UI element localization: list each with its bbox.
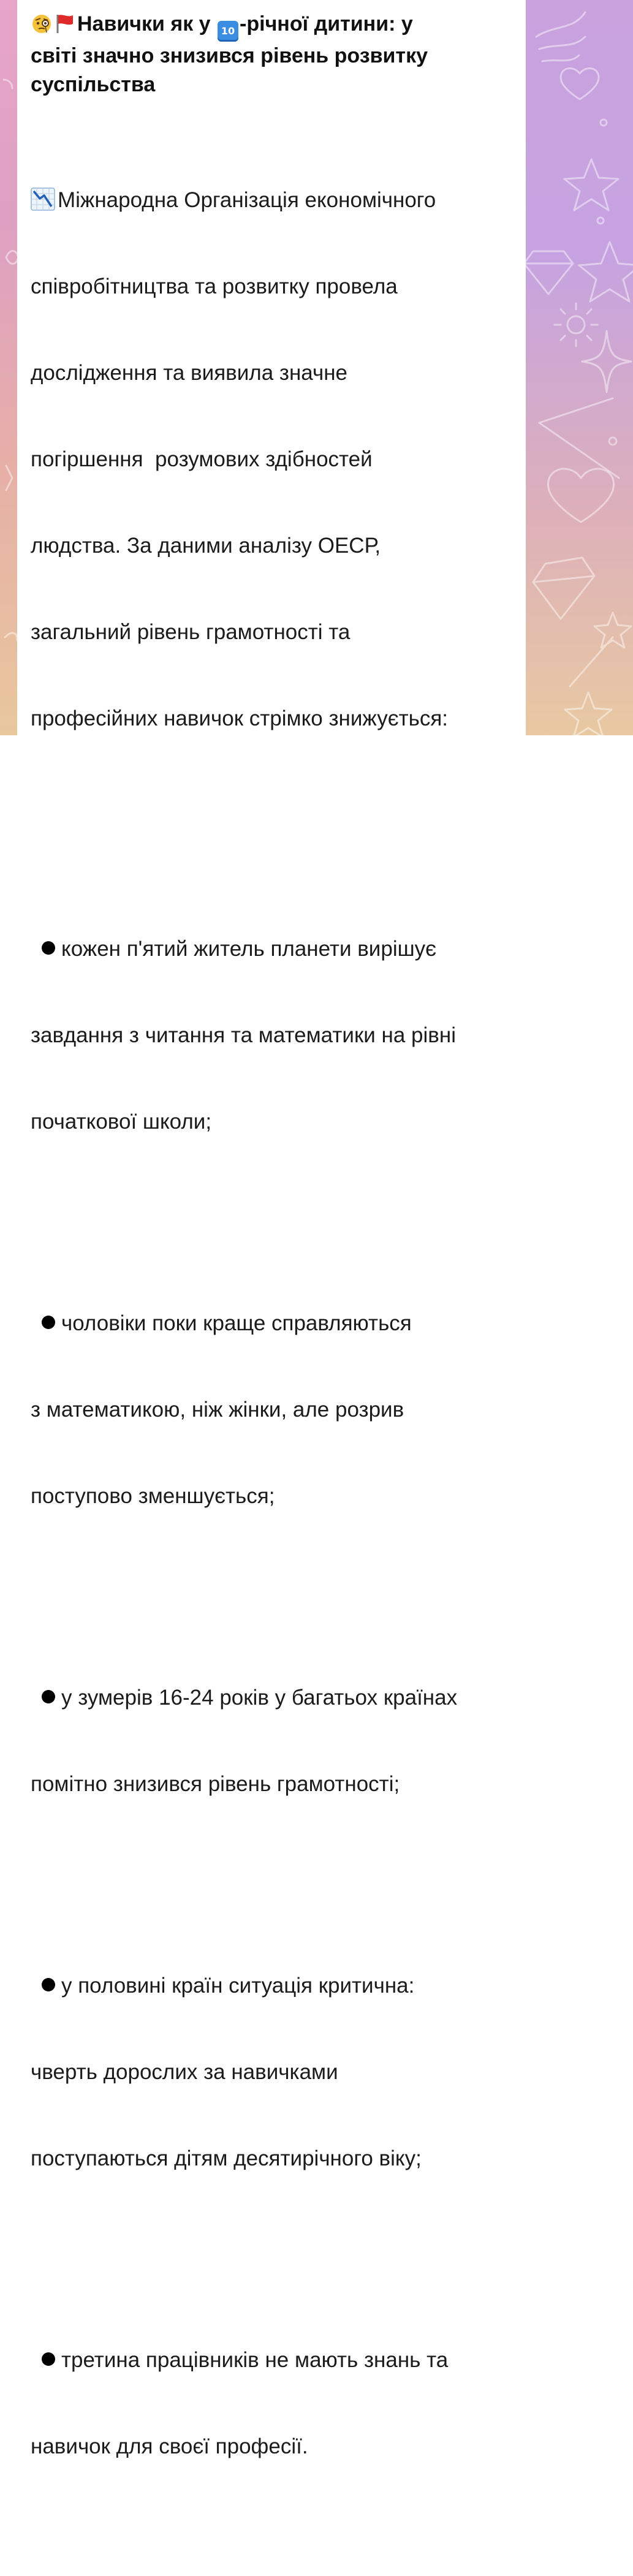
- bullet-continuation: чверть дорослих за навичками: [31, 2060, 338, 2084]
- paragraph-gap: [31, 790, 526, 819]
- message-title: [31, 10, 515, 99]
- intro-line-1: Міжнародна Організація економічного: [58, 188, 436, 212]
- intro-line-2: співробітництва та розвитку провела: [31, 275, 398, 298]
- bullet-continuation: навичок для своєї професії.: [31, 2434, 308, 2458]
- bullet-dot-icon: [42, 1978, 55, 1991]
- bullet-dot-icon: [42, 2352, 55, 2366]
- wand-doodle-icon: [570, 613, 631, 686]
- bullet-dot-icon: [42, 941, 55, 955]
- intro-line: [31, 186, 521, 214]
- title-text-end: -річної дитини: у: [240, 12, 413, 36]
- bullet-item: [31, 2288, 521, 2518]
- intro-paragraph: [31, 128, 521, 790]
- title-line-2: світі значно знизився рівень розвитку: [31, 44, 428, 67]
- sun-doodle-icon: [567, 316, 585, 333]
- paragraph-gap: [31, 99, 526, 128]
- title-line-3: суспільства: [31, 73, 156, 96]
- message-bubble[interactable]: [17, 0, 526, 2458]
- bullet-text: кожен п'ятий житель планети вирішує: [61, 937, 437, 961]
- star-doodle-icon: [564, 159, 618, 210]
- intro-line-4: погіршення розумових здібностей: [31, 447, 373, 471]
- bullet-continuation: завдання з читання та математики на рівні: [31, 1023, 457, 1047]
- star-doodle-icon-3: [565, 692, 612, 737]
- bullet-text: третина працівників не мають знань та: [61, 2348, 449, 2372]
- heart-doodle-icon: [561, 68, 599, 99]
- big-star-doodle-icon: [579, 242, 633, 301]
- heart-doodle-icon-2: [548, 469, 613, 522]
- bullet-list: [31, 819, 521, 2576]
- bullet-continuation: помітно знизився рівень грамотності;: [31, 1772, 400, 1796]
- gem-doodle-icon: [533, 558, 594, 619]
- intro-line-5: людства. За даними аналізу ОЕСР,: [31, 534, 381, 558]
- title-text-start: Навички як у: [77, 12, 217, 36]
- intro-line-6: загальний рівень грамотності та: [31, 620, 351, 644]
- bullet-dot-icon: [42, 1690, 55, 1703]
- bullet-item: [31, 877, 521, 1194]
- red-flag-icon: [54, 12, 76, 34]
- bullet-item: [31, 1914, 521, 2230]
- bullet-continuation: початкової школи;: [31, 1110, 212, 1134]
- bullet-continuation: поступово зменшується;: [31, 1484, 275, 1508]
- sparkle-doodle-icon: [582, 331, 631, 392]
- bullet-item: [31, 1251, 521, 1568]
- chart-decreasing-icon: [31, 188, 55, 211]
- keycap-ten-icon: 10: [218, 21, 238, 42]
- diamond-doodle-icon: [524, 251, 573, 294]
- bullet-text: у зумерів 16-24 років у багатьох країнах: [61, 1686, 458, 1710]
- bullet-continuation: з математикою, ніж жінки, але розрив: [31, 1398, 404, 1422]
- bullet-dot-icon: [42, 1316, 55, 1329]
- bullet-text: у половині країн ситуація критична:: [61, 1974, 415, 1998]
- intro-line-3: дослідження та виявила значне: [31, 361, 348, 385]
- intro-line-7: професійних навичок стрімко знижується:: [31, 707, 449, 730]
- face-with-monocle-icon: [31, 12, 53, 34]
- bullet-item: [31, 1626, 521, 1856]
- bullet-text: чоловіки поки краще справляються: [61, 1311, 412, 1335]
- wing-doodle-icon: [536, 12, 585, 61]
- bullet-continuation: поступаються дітям десятирічного віку;: [31, 2146, 422, 2170]
